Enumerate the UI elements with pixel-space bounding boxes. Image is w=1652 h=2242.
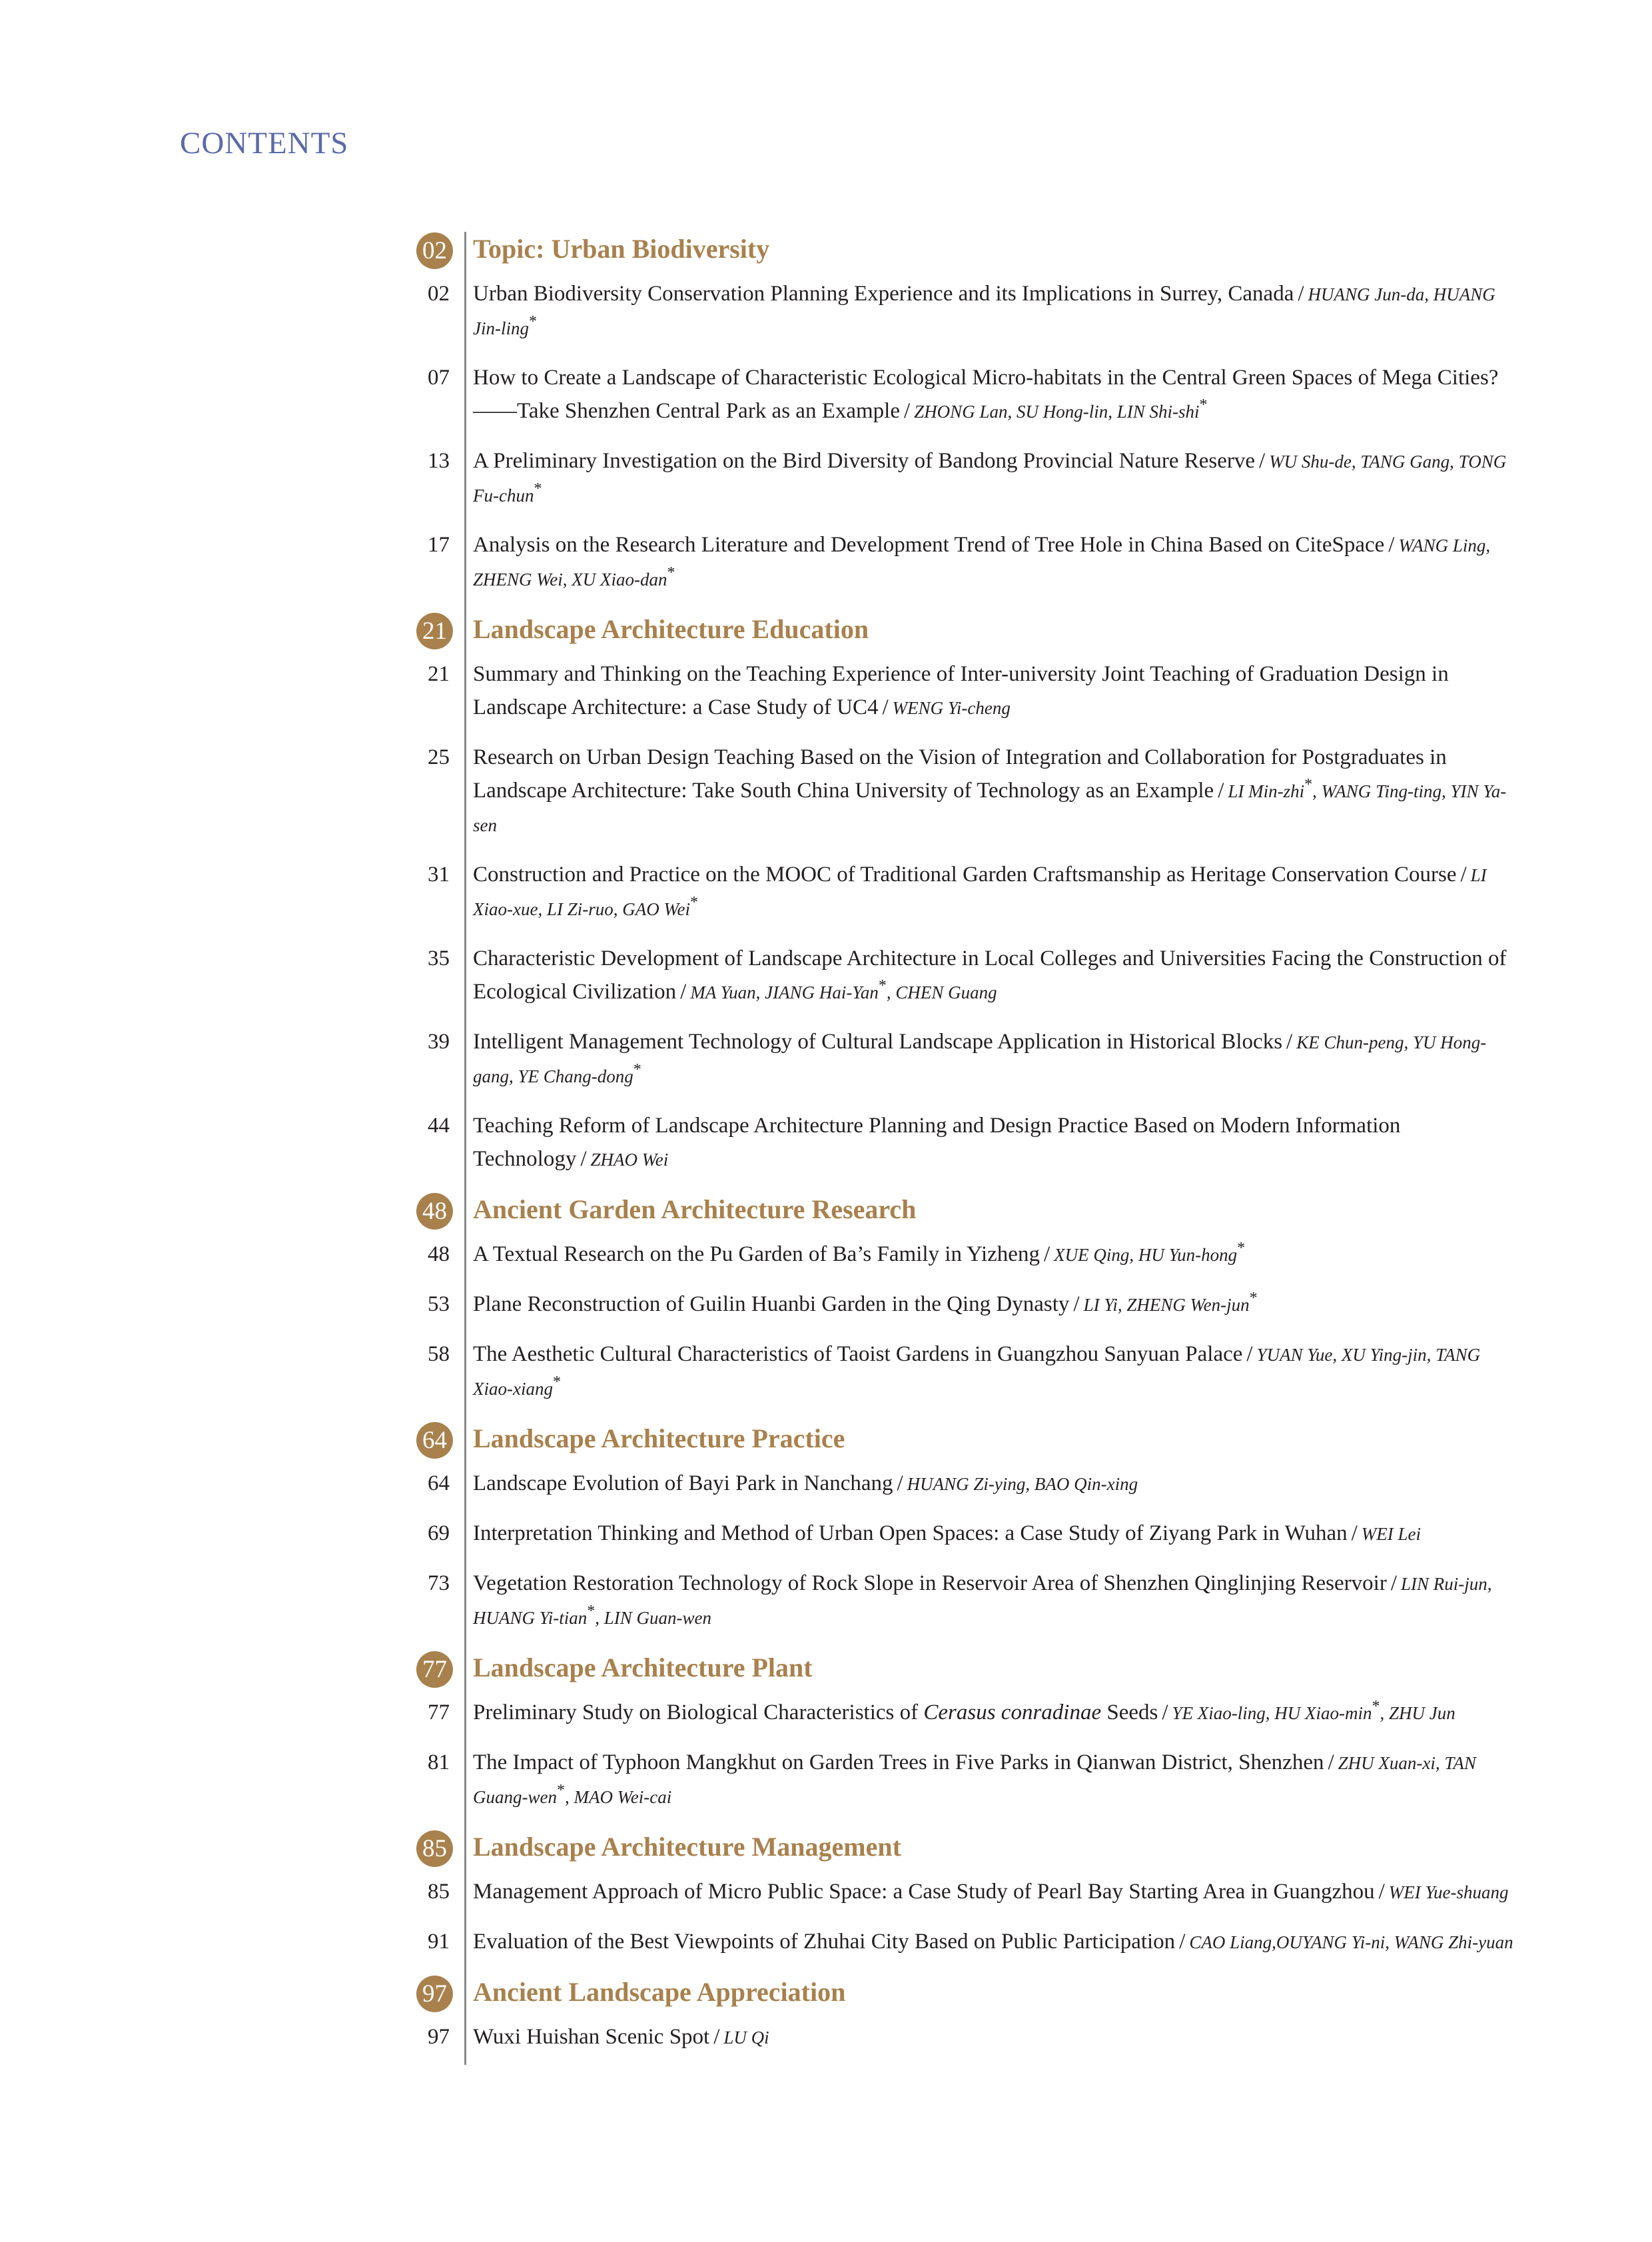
entry-page-number: 07: [428, 366, 450, 390]
toc-entry[interactable]: [373, 1925, 1519, 1959]
entry-body: [473, 1925, 1519, 1959]
entry-authors: WEI Yue-shuang: [1388, 1882, 1509, 1902]
section-header: [373, 1651, 1519, 1688]
entry-authors: KE Chun-peng, YU Hong-gang, YE Chang-dong: [473, 1032, 1487, 1086]
section-header: [373, 1830, 1519, 1867]
corresponding-author-star: *: [1199, 396, 1208, 414]
corresponding-author-star: *: [878, 977, 887, 994]
entry-authors: CAO Liang,OUYANG Yi-ni, WANG Zhi-yuan: [1189, 1932, 1513, 1952]
entry-authors: YE Xiao-ling, HU Xiao-min: [1172, 1703, 1372, 1723]
separator-slash: /: [1073, 1292, 1080, 1316]
section-title[interactable]: Landscape Architecture Plant: [473, 1653, 813, 1682]
entry-title[interactable]: Seeds: [1101, 1700, 1158, 1724]
entry-authors-continued: , CHEN Guang: [886, 982, 997, 1002]
entry-authors: YUAN Yue, XU Ying-jin, TANG Xiao-xiang: [473, 1345, 1481, 1399]
entry-authors: MA Yuan, JIANG Hai-Yan: [690, 982, 879, 1002]
section-title[interactable]: Landscape Architecture Education: [473, 614, 869, 644]
separator-slash: /: [1378, 1880, 1385, 1904]
entry-title[interactable]: Preliminary Study on Biological Characteristics of: [473, 1700, 924, 1724]
separator-slash: /: [1460, 863, 1467, 887]
toc-entry[interactable]: [373, 277, 1519, 345]
entry-body: [473, 741, 1519, 842]
section-page-badge[interactable]: 64: [416, 1422, 453, 1459]
section-page-badge[interactable]: 85: [416, 1830, 453, 1867]
section-title[interactable]: Topic: Urban Biodiversity: [473, 234, 770, 264]
entry-title[interactable]: Construction and Practice on the MOOC of Traditional Garden Craftsmanship as Heritage Conservation Course: [473, 863, 1457, 887]
entry-page-number: 13: [428, 449, 450, 473]
entry-page-number: 81: [428, 1750, 450, 1774]
separator-slash: /: [897, 1471, 903, 1495]
entry-body: [473, 1288, 1519, 1321]
section-header: [373, 1421, 1519, 1459]
section-page-badge[interactable]: 77: [416, 1651, 453, 1688]
entry-title[interactable]: Vegetation Restoration Technology of Rock Slope in Reservoir Area of Shenzhen Qinglinjing Reservoir: [473, 1571, 1387, 1595]
separator-slash: /: [1246, 1342, 1253, 1366]
corresponding-author-star: *: [534, 480, 542, 498]
entry-title[interactable]: Urban Biodiversity Conservation Planning Experience and its Implications in Surrey, Canada: [473, 282, 1294, 306]
corresponding-author-star: *: [556, 1782, 565, 1799]
section-title[interactable]: Landscape Architecture Management: [473, 1832, 901, 1862]
entry-page-number: 97: [428, 2025, 450, 2049]
entry-body: [473, 1875, 1519, 1909]
entry-title[interactable]: How to Create a Landscape of Characteristic Ecological Micro-habitats in the Central Green Spaces of Mega Cities?——Take Shenzhen Central Park as an Example: [473, 366, 1499, 423]
corresponding-author-star: *: [587, 1603, 596, 1620]
entry-page-number: 58: [428, 1342, 450, 1366]
section-page-badge[interactable]: 21: [416, 613, 453, 649]
entry-title[interactable]: Plane Reconstruction of Guilin Huanbi Garden in the Qing Dynasty: [473, 1292, 1070, 1316]
entry-page-number: 69: [428, 1521, 450, 1545]
corresponding-author-star: *: [667, 564, 675, 581]
entry-body: [473, 2020, 1519, 2054]
entry-page-number: 91: [428, 1930, 450, 1954]
entry-title[interactable]: Management Approach of Micro Public Space: a Case Study of Pearl Bay Starting Area in Guangzhou: [473, 1880, 1375, 1904]
separator-slash: /: [1218, 779, 1224, 803]
separator-slash: /: [882, 695, 889, 719]
separator-slash: /: [1390, 1571, 1397, 1595]
entry-authors: ZHAO Wei: [590, 1150, 669, 1170]
entry-body: [473, 277, 1519, 345]
entry-authors: LIN Rui-jun, HUANG Yi-tian: [473, 1574, 1492, 1628]
corresponding-author-star: *: [528, 313, 537, 330]
entry-body: [473, 1238, 1519, 1272]
section-title[interactable]: Ancient Landscape Appreciation: [473, 1977, 846, 2007]
section-header: [373, 232, 1519, 269]
entry-body: [473, 361, 1519, 428]
entry-page-number: 35: [428, 946, 450, 970]
toc-entry[interactable]: [373, 942, 1519, 1009]
entry-title[interactable]: Summary and Thinking on the Teaching Experience of Inter-university Joint Teaching of Graduation Design in Landscape Architecture: a Case Study of UC4: [473, 662, 1449, 719]
entry-page-number: 48: [428, 1242, 450, 1266]
separator-slash: /: [1351, 1521, 1358, 1545]
entry-page-number: 85: [428, 1880, 450, 1904]
entry-body: [473, 1567, 1519, 1635]
toc-entry[interactable]: [373, 1337, 1519, 1405]
separator-slash: /: [1162, 1700, 1168, 1724]
entry-authors: LI Yi, ZHENG Wen-jun: [1083, 1295, 1250, 1315]
entry-authors: ZHU Xuan-xi, TAN Guang-wen: [473, 1753, 1476, 1807]
section-page-badge[interactable]: 48: [416, 1193, 453, 1230]
entry-body: [473, 858, 1519, 926]
entry-title[interactable]: Intelligent Management Technology of Cultural Landscape Application in Historical Blocks: [473, 1030, 1283, 1054]
entry-title[interactable]: The Impact of Typhoon Mangkhut on Garden Trees in Five Parks in Qianwan District, Shenzhen: [473, 1750, 1324, 1774]
entry-page-number: 21: [428, 662, 450, 686]
entry-page-number: 25: [428, 745, 450, 769]
corresponding-author-star: *: [1249, 1290, 1258, 1307]
separator-slash: /: [713, 2025, 720, 2049]
toc-entry[interactable]: [373, 361, 1519, 428]
entry-title[interactable]: Evaluation of the Best Viewpoints of Zhuhai City Based on Public Participation: [473, 1930, 1176, 1954]
entry-page-number: 17: [428, 533, 450, 557]
entry-body: [473, 1109, 1519, 1176]
toc-entry[interactable]: [373, 741, 1519, 842]
entry-authors-continued: , ZHU Jun: [1380, 1703, 1455, 1723]
entry-page-number: 39: [428, 1030, 450, 1054]
entry-title[interactable]: Teaching Reform of Landscape Architecture Planning and Design Practice Based on Modern Information Technology: [473, 1114, 1401, 1171]
corresponding-author-star: *: [1304, 776, 1313, 793]
toc-entry[interactable]: [373, 1467, 1519, 1501]
entry-authors: ZHONG Lan, SU Hong-lin, LIN Shi-shi: [914, 402, 1200, 422]
toc-entry[interactable]: [373, 444, 1519, 512]
entry-title[interactable]: Characteristic Development of Landscape Architecture in Local Colleges and Universities Facing the Construction of Ecological Civilization: [473, 946, 1507, 1004]
entry-body: [473, 942, 1519, 1009]
toc-entry[interactable]: [373, 2020, 1519, 2054]
entry-authors: WEI Lei: [1361, 1524, 1421, 1544]
page-title: CONTENTS: [180, 126, 349, 161]
separator-slash: /: [680, 980, 687, 1004]
entry-body: [473, 1746, 1519, 1814]
toc-entry[interactable]: [373, 528, 1519, 596]
toc-entry[interactable]: [373, 1238, 1519, 1272]
entry-title[interactable]: The Aesthetic Cultural Characteristics of Taoist Gardens in Guangzhou Sanyuan Palace: [473, 1342, 1243, 1366]
entry-authors: HUANG Zi-ying, BAO Qin-xing: [907, 1474, 1138, 1494]
entry-body: [473, 1696, 1519, 1730]
entry-title[interactable]: Landscape Evolution of Bayi Park in Nanchang: [473, 1471, 893, 1495]
toc-entry[interactable]: [373, 1746, 1519, 1814]
corresponding-author-star: *: [633, 1061, 641, 1078]
entry-body: [473, 1467, 1519, 1501]
entry-page-number: 53: [428, 1292, 450, 1316]
table-of-contents: [373, 232, 1519, 2070]
toc-entry[interactable]: [373, 858, 1519, 926]
toc-entry[interactable]: [373, 1109, 1519, 1176]
toc-entry[interactable]: [373, 1875, 1519, 1909]
entry-page-number: 44: [428, 1114, 450, 1138]
corresponding-author-star: *: [1372, 1698, 1380, 1715]
toc-entry[interactable]: [373, 1288, 1519, 1321]
entry-title[interactable]: Wuxi Huishan Scenic Spot: [473, 2025, 710, 2049]
separator-slash: /: [1286, 1030, 1293, 1054]
entry-body: [473, 1337, 1519, 1405]
entry-page-number: 31: [428, 863, 450, 887]
section-page-badge[interactable]: 02: [416, 232, 453, 269]
separator-slash: /: [1298, 282, 1304, 306]
separator-slash: /: [904, 399, 911, 423]
separator-slash: /: [580, 1147, 587, 1171]
entry-title[interactable]: Research on Urban Design Teaching Based on the Vision of Integration and Collaboration for Postgraduates in Landscape Architecture: Take South China University of Technology as an Example: [473, 745, 1447, 803]
section-title[interactable]: Landscape Architecture Practice: [473, 1423, 845, 1453]
toc-entry[interactable]: [373, 1025, 1519, 1093]
entry-authors: WANG Ling, ZHENG Wei, XU Xiao-dan: [473, 536, 1491, 589]
corresponding-author-star: *: [1237, 1240, 1246, 1257]
section-title[interactable]: Ancient Garden Architecture Research: [473, 1194, 917, 1224]
entry-body: [473, 528, 1519, 596]
entry-page-number: 77: [428, 1700, 450, 1724]
entry-title[interactable]: A Textual Research on the Pu Garden of Ba’s Family in Yizheng: [473, 1242, 1040, 1266]
entry-authors-continued: , WANG Ting-ting, YIN Ya-sen: [473, 781, 1507, 835]
entry-authors: WENG Yi-cheng: [892, 698, 1011, 718]
entry-body: [473, 444, 1519, 512]
section-header: [373, 1192, 1519, 1230]
toc-entry[interactable]: [373, 1567, 1519, 1635]
section-header: [373, 612, 1519, 649]
entry-authors: LU Qi: [723, 2028, 769, 2048]
separator-slash: /: [1328, 1750, 1334, 1774]
entry-authors: HUANG Jun-da, HUANG Jin-ling: [473, 284, 1495, 338]
entry-title[interactable]: A Preliminary Investigation on the Bird Diversity of Bandong Provincial Nature Reserve: [473, 449, 1256, 473]
entry-authors: WU Shu-de, TANG Gang, TONG Fu-chun: [473, 452, 1507, 506]
entry-authors-continued: , MAO Wei-cai: [564, 1787, 672, 1807]
toc-entry[interactable]: [373, 657, 1519, 725]
entry-authors: LI Min-zhi: [1228, 781, 1305, 801]
separator-slash: /: [1043, 1242, 1050, 1266]
toc-entry[interactable]: [373, 1696, 1519, 1730]
entry-authors: XUE Qing, HU Yun-hong: [1054, 1245, 1238, 1265]
entry-authors: LI Xiao-xue, LI Zi-ruo, GAO Wei: [473, 865, 1487, 919]
entry-page-number: 73: [428, 1571, 450, 1595]
entry-body: [473, 657, 1519, 725]
corresponding-author-star: *: [552, 1373, 561, 1391]
separator-slash: /: [1259, 449, 1266, 473]
corresponding-author-star: *: [689, 894, 698, 911]
section-header: [373, 1975, 1519, 2012]
entry-body: [473, 1517, 1519, 1551]
section-page-badge[interactable]: 97: [416, 1976, 453, 2012]
toc-entry[interactable]: [373, 1517, 1519, 1551]
entry-authors-continued: , LIN Guan-wen: [595, 1608, 712, 1628]
entry-title[interactable]: Analysis on the Research Literature and Development Trend of Tree Hole in China Based on CiteSpace: [473, 533, 1385, 557]
entry-body: [473, 1025, 1519, 1093]
separator-slash: /: [1179, 1930, 1186, 1954]
separator-slash: /: [1388, 533, 1395, 557]
entry-page-number: 64: [428, 1471, 450, 1495]
entry-page-number: 02: [428, 282, 450, 306]
entry-title-species[interactable]: Cerasus conradinae: [923, 1700, 1102, 1724]
entry-title[interactable]: Interpretation Thinking and Method of Urban Open Spaces: a Case Study of Ziyang Park in Wuhan: [473, 1521, 1348, 1545]
